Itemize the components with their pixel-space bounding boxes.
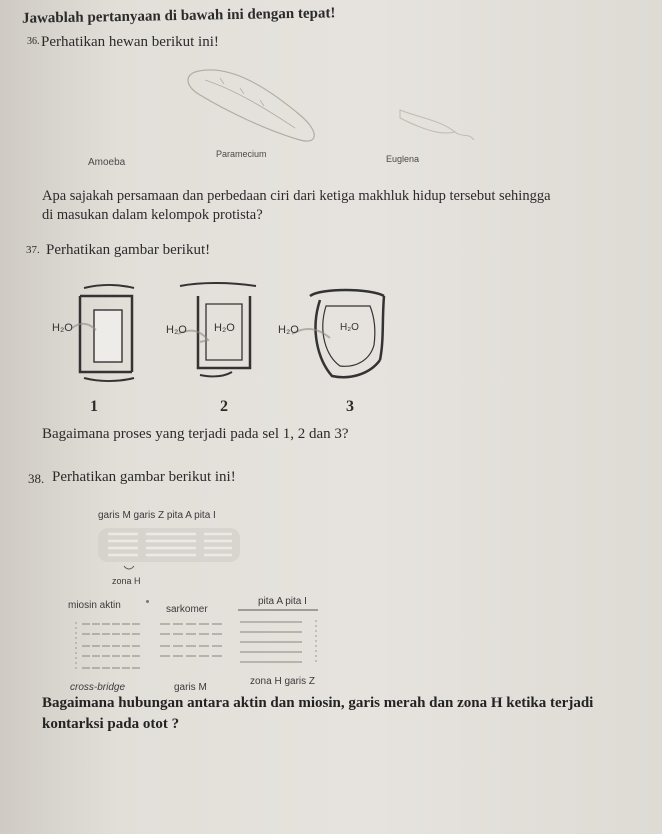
- zona-h-marker: [124, 566, 134, 569]
- label-euglena: Euglena: [386, 154, 420, 164]
- q38-prompt: Perhatikan gambar berikut ini!: [52, 469, 236, 485]
- sarcomere-filaments: [82, 622, 302, 668]
- cross-bridge-label: cross-bridge: [70, 682, 126, 693]
- q37-number: 37.: [26, 244, 40, 256]
- instruction-heading: Jawablah pertanyaan di bawah ini dengan tepat!: [21, 5, 336, 27]
- cell-2-h2o-inside-label: H₂O: [214, 322, 235, 334]
- zona-h-garis-z-label: zona H garis Z: [250, 676, 316, 687]
- myofibril-bands: [98, 528, 240, 562]
- q36-prompt: Perhatikan hewan berikut ini!: [41, 34, 219, 50]
- muscle-top-labels: garis M garis Z pita A pita I: [98, 510, 216, 521]
- cell-3-h2o-inside-label: H₂O: [340, 322, 359, 333]
- cell-3-number: 3: [346, 398, 354, 415]
- q38-number: 38.: [28, 471, 45, 486]
- q36-question-line2: di masukan dalam kelompok protista?: [42, 207, 263, 223]
- garis-m-label: garis M: [174, 682, 207, 693]
- q37-question: Bagaimana proses yang terjadi pada sel 1, 2 dan 3?: [42, 426, 349, 442]
- q36-number: 36.: [27, 36, 40, 47]
- cell-2-number: 2: [220, 398, 228, 415]
- cell-1-h2o-label: H₂O: [52, 322, 73, 334]
- q37-prompt: Perhatikan gambar berikut!: [46, 242, 211, 258]
- q38-question-line1: Bagaimana hubungan antara aktin dan miosin, garis merah dan zona H ketika terjadi: [42, 695, 594, 711]
- zona-h-label: zona H: [112, 576, 141, 586]
- miosin-aktin-label: miosin aktin: [68, 600, 121, 611]
- cell-1-number: 1: [90, 398, 98, 415]
- pita-a-pita-i-label: pita A pita I: [258, 596, 307, 607]
- separator-dot: [146, 600, 149, 603]
- sarkomer-label: sarkomer: [166, 604, 208, 615]
- label-paramecium: Paramecium: [216, 149, 267, 159]
- q36-question-line1: Apa sajakah persamaan dan perbedaan ciri dari ketiga makhluk hidup tersebut sehingga: [42, 188, 551, 204]
- cell-3-h2o-outside-label: H₂O: [278, 324, 299, 336]
- label-amoeba: Amoeba: [88, 157, 126, 168]
- cell-2-h2o-outside-label: H₂O: [166, 324, 187, 336]
- q38-question-line2: kontarksi pada otot ?: [42, 716, 180, 732]
